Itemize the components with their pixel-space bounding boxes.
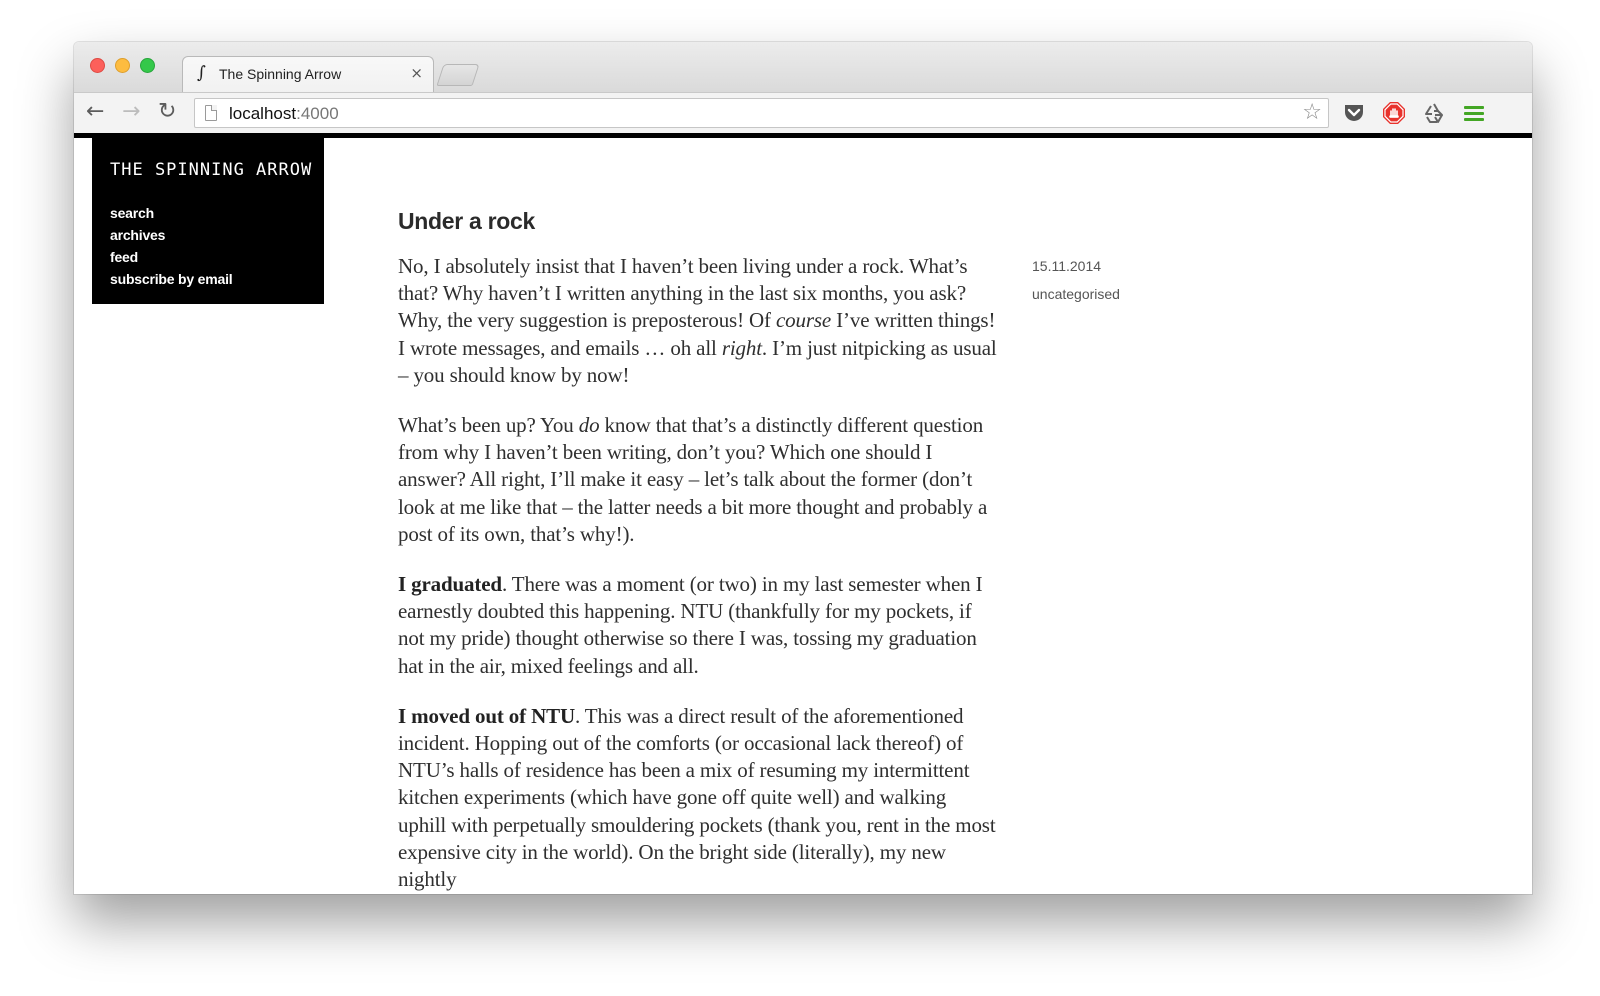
post-paragraph — [398, 703, 998, 893]
post-paragraph — [398, 571, 998, 680]
post-date: 15.11.2014 — [1032, 258, 1102, 274]
adblock-hand-icon[interactable] — [1382, 101, 1406, 125]
bold-text: I moved out of NTU — [398, 703, 575, 728]
nav-subscribe-link[interactable]: subscribe by email — [110, 271, 233, 287]
post-body — [398, 253, 998, 893]
menu-icon[interactable] — [1462, 101, 1486, 125]
site-sidebar — [92, 138, 324, 304]
url-host: localhost — [229, 104, 297, 123]
text-run: . I’m just nitpicking as usual – you should know by now! — [398, 335, 997, 387]
page-viewport — [74, 133, 1532, 894]
pocket-icon[interactable] — [1342, 101, 1366, 125]
tab-strip — [74, 42, 1532, 92]
browser-toolbar — [74, 92, 1532, 133]
url-text[interactable] — [229, 104, 339, 124]
text-run: What’s been up? You — [398, 413, 579, 438]
browser-window — [74, 42, 1532, 894]
favicon-integral-icon: ∫ — [197, 63, 206, 83]
new-tab-button[interactable] — [436, 64, 479, 86]
window-zoom-button[interactable] — [140, 58, 155, 73]
menu-bar — [1464, 118, 1484, 121]
post-category-link[interactable]: uncategorised — [1032, 286, 1120, 302]
tab-active[interactable] — [182, 56, 434, 93]
menu-bar — [1464, 112, 1484, 115]
text-run: know that that’s a distinctly different question from why I haven’t been writing, don’t you? Which one should I answer? All right, I’ll make it easy – let’s talk about the former (don’t look at me like that – the latter needs a bit more thought and probably a post of its own, that’s why!). — [398, 413, 988, 546]
back-arrow-icon[interactable]: ← — [86, 99, 105, 124]
post-paragraph — [398, 253, 998, 389]
window-close-button[interactable] — [90, 58, 105, 73]
address-bar[interactable] — [194, 98, 1329, 128]
url-port: :4000 — [296, 104, 339, 123]
bookmark-star-icon[interactable]: ☆ — [1302, 100, 1322, 125]
text-run: No, I absolutely insist that I haven’t been living under a rock. What’s that? Why haven’t I written anything in the last six months, you ask? Why, the very suggestion is preposterous! Of — [398, 254, 968, 333]
page-icon — [205, 105, 217, 121]
italic-text: right — [721, 335, 762, 360]
site-title[interactable]: THE SPINNING ARROW — [110, 160, 313, 180]
italic-text: do — [578, 413, 600, 438]
italic-text: course — [775, 308, 832, 333]
site-nav — [110, 202, 232, 290]
text-run: . This was a direct result of the aforementioned incident. Hopping out of the comforts (or occasional lack thereof) of NTU’s halls of residence has been a mix of resuming my intermittent kitchen experiments (which have gone off quite well) and walking uphill with perpetually smouldering pockets (thank you, rent in the most expensive city in the world). On the bright side (literally), my new nightly — [398, 703, 996, 892]
reload-icon[interactable]: ↻ — [158, 99, 177, 124]
bold-text: I graduated — [398, 572, 502, 597]
post-meta — [1032, 256, 1120, 312]
forward-arrow-icon[interactable]: → — [122, 99, 141, 124]
post-paragraph — [398, 412, 998, 548]
post-article — [398, 208, 998, 894]
window-minimize-button[interactable] — [115, 58, 130, 73]
menu-bar — [1464, 106, 1484, 109]
post-title: Under a rock — [398, 208, 536, 234]
nav-feed-link[interactable]: feed — [110, 249, 138, 265]
tab-title: The Spinning Arrow — [219, 66, 342, 82]
nav-archives-link[interactable]: archives — [110, 227, 166, 243]
recycle-icon[interactable] — [1422, 101, 1446, 125]
text-run: I’ve written things! I wrote messages, and emails … oh all — [398, 308, 996, 360]
nav-search-link[interactable]: search — [110, 205, 154, 221]
tab-close-icon[interactable]: × — [410, 64, 423, 82]
text-run: . There was a moment (or two) in my last semester when I earnestly doubted this happening. NTU (thankfully for my pockets, if not my pride) thought otherwise so there I was, tossing my graduation hat in the air, mixed feelings and all. — [398, 572, 983, 678]
